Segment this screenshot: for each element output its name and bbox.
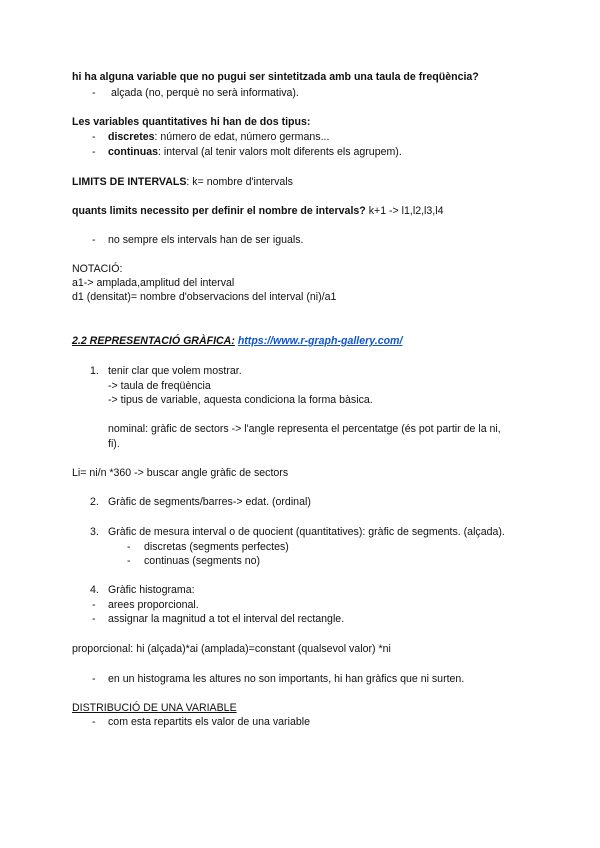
bullet: - [92,673,96,685]
question-text: hi ha alguna variable que no pugui ser sintetitzada amb una taula de freqüència? [72,71,479,83]
paragraph [72,205,444,218]
section-title-text: 2.2 REPRESENTACIÓ GRÀFICA: [72,335,235,347]
bullet: - [127,555,131,567]
gallery-link[interactable]: https://www.r-graph-gallery.com/ [237,335,403,347]
term: discretes [108,131,155,143]
list-subitem: discretas (segments perfectes) [144,541,289,553]
bullet: - [92,599,96,611]
section-title [72,335,402,348]
list-item: en un histograma les altures no son importants, hi han gràfics que ni surten. [108,673,465,685]
notation-line: d1 (densitat)= nombre d'observacions del interval (ni)/a1 [72,291,337,303]
list-subitem: assignar la magnitud a tot el interval del rectangle. [108,613,345,625]
paragraph: proporcional: hi (alçada)*ai (amplada)=constant (qualsevol valor) *ni [72,643,391,655]
list-number: 2. [90,496,99,508]
list-item: tenir clar que volem mostrar. [108,365,242,377]
term-desc: : interval (al tenir valors molt diferents els agrupem). [158,146,402,158]
list-item: Gràfic de segments/barres-> edat. (ordinal) [108,496,311,508]
term-desc: : número de edat, número germans... [154,131,330,143]
list-item: Gràfic de mesura interval o de quocient (quantitatives): gràfic de segments. (alçada). [108,526,505,538]
list-number: 1. [90,365,99,377]
bullet: - [92,234,96,246]
list-subitem: -> taula de freqüència [108,380,211,392]
paragraph [72,176,293,189]
list-subitem: continuas (segments no) [144,555,261,567]
term: LIMITS DE INTERVALS [72,176,187,188]
term: continuas [108,146,159,158]
bullet: - [127,541,131,553]
notation-title: NOTACIÓ: [72,263,123,275]
list-item: no sempre els intervals han de ser iguals. [108,234,304,246]
bullet: - [92,146,96,158]
list-subitem: arees proporcional. [108,599,199,611]
bullet: - [92,87,96,99]
section-heading: DISTRIBUCIÓ DE UNA VARIABLE [72,702,237,714]
list-item: com esta repartits els valor de una variable [108,716,310,728]
paragraph: nominal: gràfic de sectors -> l'angle representa el percentatge (és pot partir de la ni, [108,423,501,435]
answer-text: alçada (no, perquè no serà informativa). [111,87,299,99]
list-subitem: -> tipus de variable, aquesta condiciona la forma bàsica. [108,394,373,406]
list-item: Gràfic histograma: [108,584,195,596]
formula-text: Li= ni/n *360 -> buscar angle gràfic de sectors [72,467,289,479]
list-item [108,146,402,159]
notation-line: a1-> amplada,amplitud del interval [72,277,235,289]
question-text: quants limits necessito per definir el nombre de intervals? [72,205,366,217]
section-heading: Les variables quantitatives hi han de dos tipus: [72,116,311,128]
answer-text: k+1 -> l1,l2,l3,l4 [365,205,444,217]
term-desc: : k= nombre d'intervals [186,176,293,188]
bullet: - [92,716,96,728]
list-item [108,131,329,144]
bullet: - [92,613,96,625]
bullet: - [92,131,96,143]
paragraph: fi). [108,438,120,450]
list-number: 4. [90,584,99,596]
list-number: 3. [90,526,99,538]
